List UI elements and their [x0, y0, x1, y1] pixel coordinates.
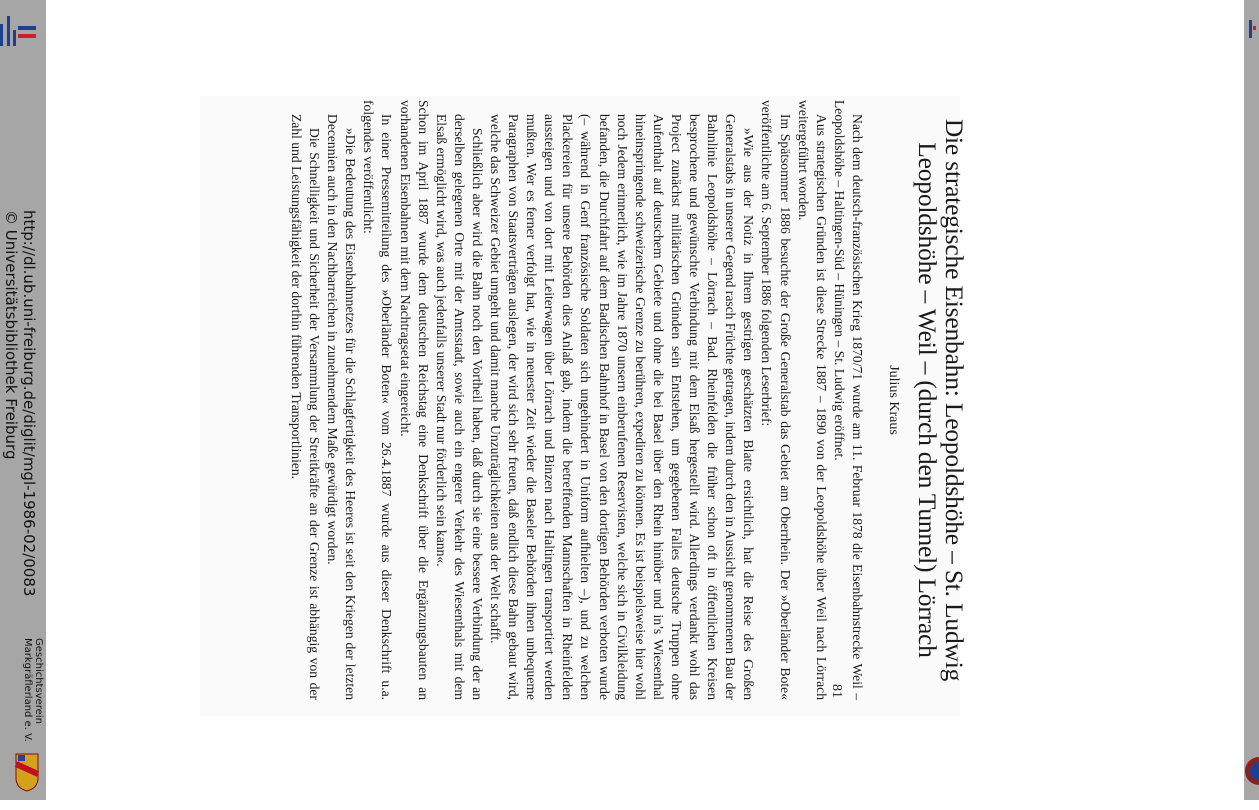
paragraph-3: Im Spätsommer 1886 besuchte der Große Generalstab das Gebiet am Oberrhein. Der »Oberländer Bote« veröffentlichte am 6. September 1886 folgenden Leserbrief: [759, 100, 793, 700]
article [287, 100, 968, 700]
publisher-line-1: Geschichtsverein [33, 638, 44, 724]
paragraph-2: Aus strategischen Gründen ist diese Strecke 1887 – 1890 von der Leopoldshöhe über Weil nach Lörrach weitergeführt worden. [795, 100, 829, 700]
quote-1-part-1: »Wie aus der Notiz in Ihrem gestrigen geschätzten Blatte ersichtlich, hat die Reise des Großen Generalstabs in unserer Gegend rasch Früchte getragen, indem durch den in Aussicht genommenen Bau der Bahnlinie Leopoldshöhe – Lörrach – Bad. Rheinfelden die früher schon oft in öffentlichen Kreisen besprochene und gewünschte Verbindung mit dem Elsaß hergestellt wird. Allerdings verdankt wohl das Project zunächst militärischen Gründen sein Entstehen, um gegebenen Falles deutsche Truppen ohne Aufenthalt auf deutschem Gebiete und ohne die bei Basel über den Rhein hinüber und in’s Wiesenthal hineinspringende schweizerische Grenze zu berühren, expediren zu können. Es ist beispielsweise hier wohl noch Jedem erinnerlich, wie im Jahre 1870 unsern einberufenen Reservisten, welche sich in Civilkleidung befanden, die Durchfahrt auf dem Badischen Bahnhof in Basel von den dortigen Behörden verboten wurde (– während in Genf französische Soldaten sich ungehindert in Uniform aufhielten –), und zu welchen Plackereien für unsere Behörden dies Anlaß gab, indem die betreffenden Mannschaften in Rheinfelden aussteigen und von dort mit Leiterwagen über Lörrach und Binzen nach Haltingen transportiert werden mußten. Wer es ferner verfolgt hat, wie in neuester Zeit wieder die Baseler Behörden ihnen unbequeme Paragraphen von Staatsverträgen auslegen, der wird sich sehr freuen, daß endlich diese Bahn gebaut wird, welche das Schweizer Gebiet umgeht und damit manche Unzuträglichkeiten aus der Welt schafft. [488, 114, 757, 700]
ub-freiburg-logo-icon [0, 14, 38, 48]
page-number: 81 [829, 684, 844, 698]
right-logo-icon [1247, 18, 1257, 40]
publisher-line-2: Markgräflerland e. V. [22, 638, 33, 742]
article-title: Die strategische Eisenbahn: Leopoldshöhe – St. Ludwig Leopoldshöhe – Weil – (durch den Tunnel) Lörrach [913, 118, 969, 682]
right-seal-icon [1244, 754, 1259, 788]
paragraph-1: Nach dem deutsch-französischen Krieg 1870/71 wurde am 11. Februar 1878 die Eisenbahnstrecke Weil – Leopoldshöhe – Haltingen-Süd – Hüningen – St. Ludwig eröffnet. [831, 100, 865, 700]
paragraph-5: In einer Pressemitteilung des »Oberländer Boten« vom 26.4.1887 wurde aus dieser Denkschrift u.a. folgendes veröffentlicht: [361, 100, 395, 700]
document-url[interactable]: http://dl.ub.uni-freiburg.de/diglit/mgl-1986-02/0083 [20, 210, 38, 597]
quote-2-part-1: »Die Bedeutung des Eisenbahnnetzes für die Schlagfertigkeit des Heeres ist seit den Kriegen der letzten Decennien auch in den Nachbarreichen in zunehmendem Maße gewürdigt worden. [325, 114, 359, 700]
right-margin [1244, 0, 1259, 800]
quote-1-part-2: Schließlich aber wird die Bahn noch den Vortheil haben, daß durch sie eine bessere Verbindung der an derselben gelegenen Orte mit der Amtsstadt, sowie auch ein engerer Verkehr des Wiesenthals mit dem Elsaß ermöglicht wird, was auch jedenfalls unserer Stadt nur förderlich sein kann«. [433, 114, 485, 700]
quote-2-part-2: Die Schnelligkeit und Sicherheit der Versammlung der Streitkräfte an der Grenze ist abhängig von der Zahl und Leistungsfähigkeit der dorthin führenden Transportlinien. [289, 114, 323, 700]
article-author: Julius Kraus [886, 365, 901, 435]
coat-of-arms-icon [14, 752, 40, 792]
publisher-label [0, 638, 46, 750]
paragraph-4: Schon im April 1887 wurde dem deutschen Reichstag eine Denkschrift über die Ergänzungsbauten an vorhandenen Eisenbahnen mit dem Nachtragsetat eingereicht. [397, 100, 431, 700]
left-margin [0, 0, 46, 800]
copyright-notice: © Universitätsbibliothek Freiburg [2, 210, 20, 460]
